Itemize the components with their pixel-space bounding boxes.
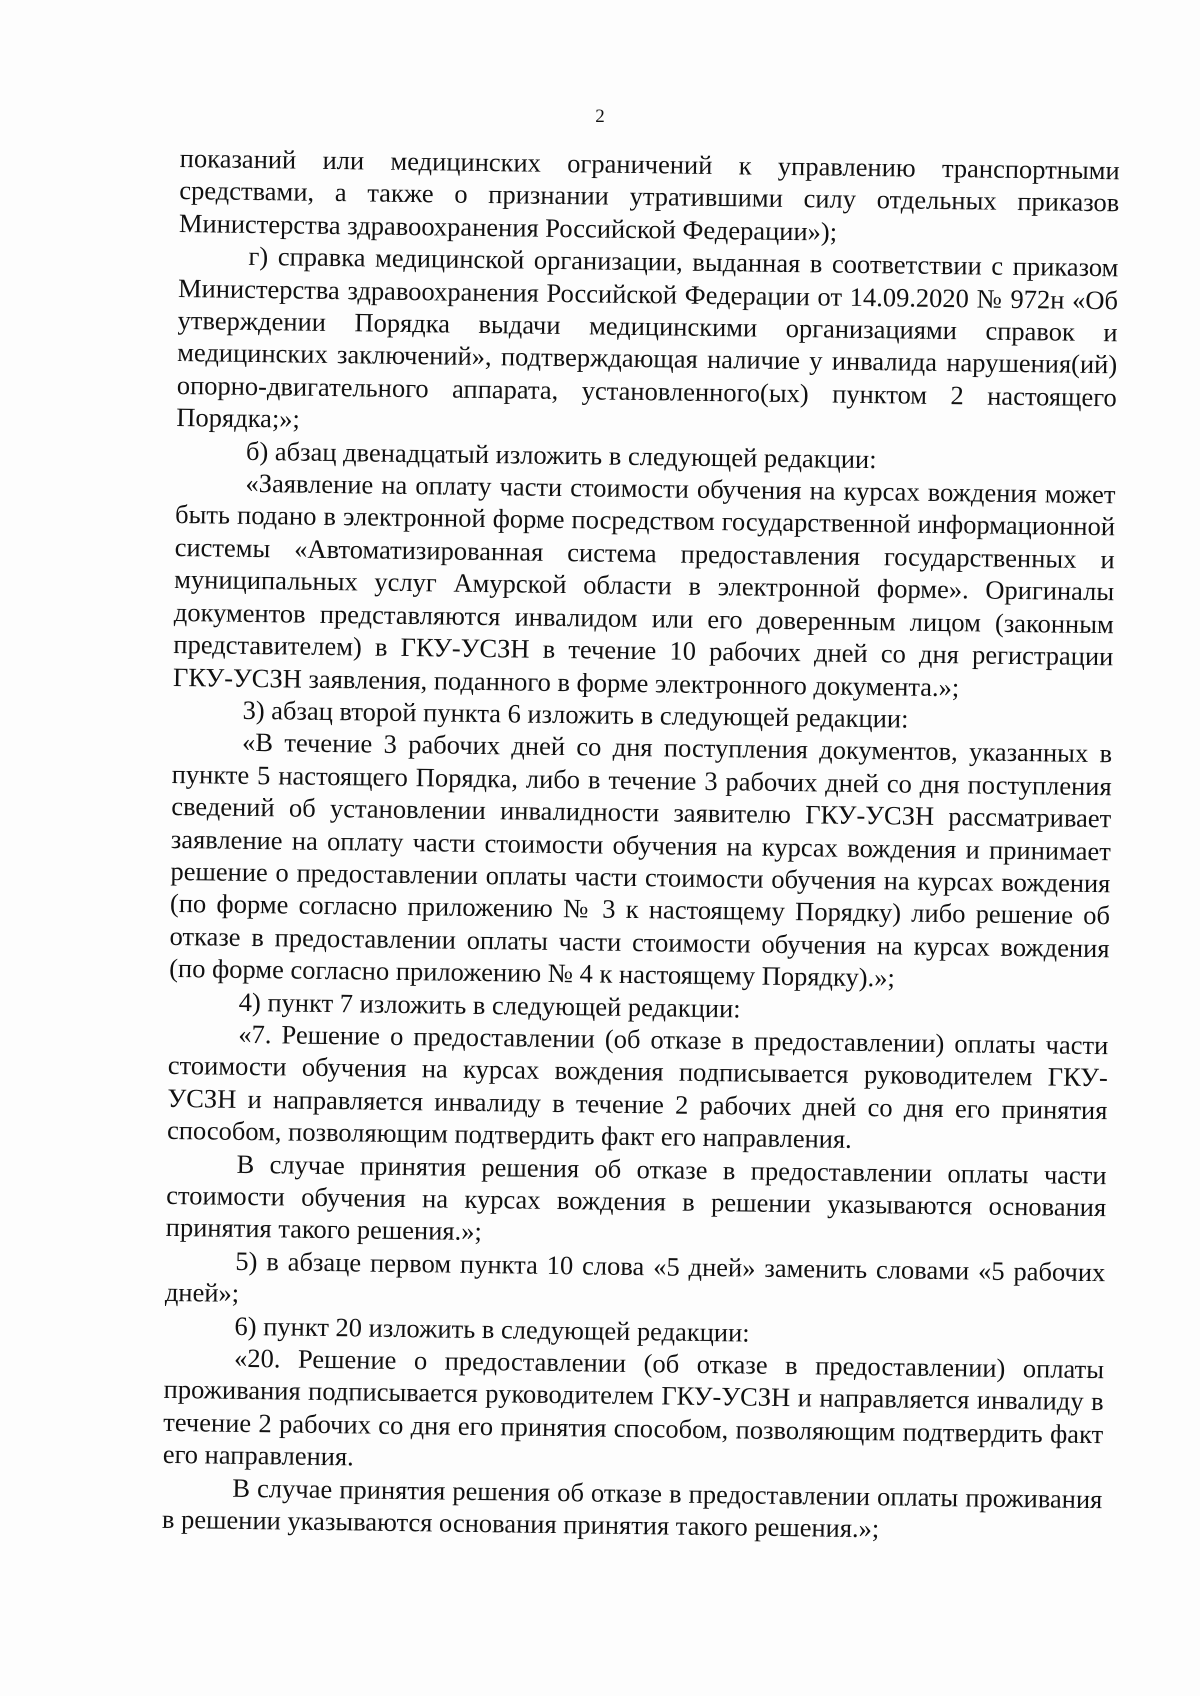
paragraph-refusal-grounds-accommodation: В случае принятия решения об отказе в предоставлении оплаты проживания в решении указываются основания принятия такого решения.»;: [161, 1472, 1103, 1544]
paragraph-item-4: 4) пункт 7 изложить в следующей редакции:: [238, 986, 741, 1023]
paragraph-quote-point-20: «20. Решение о предоставлении (об отказе в предоставлении) оплаты проживания подписывается руководителем ГКУ-УСЗН и направляется инвалиду в течение 2 рабочих со дня его принятия способом, позволяющим подтвердить факт его направления.: [162, 1342, 1105, 1472]
paragraph-continuation: показаний или медицинских ограничений к управлению транспортными средствами, а также о признании утратившими силу отдельных приказов Министерства здравоохранения Российской Федерации»);: [178, 142, 1120, 247]
document-body: [162, 142, 1120, 1548]
paragraph-refusal-grounds-training: В случае принятия решения об отказе в предоставлении оплаты части стоимости обучения на курсах вождения в решении указываются основания принятия такого решения.»;: [165, 1148, 1107, 1247]
paragraph-quote-point-7: «7. Решение о предоставлении (об отказе в предоставлении) оплаты части стоимости обучения на курсах вождения подписывается руководителем ГКУ-УСЗН и направляется инвалиду в течение 2 рабочих дней со дня его принятия способом, позволяющим подтвердить факт его направления.: [166, 1018, 1109, 1155]
paragraph-item-5: 5) в абзаце первом пункта 10 слова «5 дней» заменить словами «5 рабочих дней»;: [164, 1245, 1106, 1309]
paragraph-item-b: б) абзац двенадцатый изложить в следующей редакции:: [245, 435, 877, 474]
paragraph-quote-review: «В течение 3 рабочих дней со дня поступления документов, указанных в пункте 5 настоящего Порядка, либо в течение 3 рабочих дней со дня поступления сведений об установлении инвалидности заявителю ГКУ-УСЗН рассматривает заявление на оплату части стоимости обучения на курсах вождения и принимает решение о предоставлении оплаты части стоимости обучения на курсах вождения (по форме согласно приложению № 3 к настоящему Порядку) либо решение об отказе в предоставлении оплаты части стоимости обучения на курсах вождения (по форме согласно приложению № 4 к настоящему Порядку).»;: [168, 727, 1113, 993]
page-number: 2: [595, 106, 605, 127]
paragraph-item-3: 3) абзац второй пункта 6 изложить в следующей редакции:: [242, 694, 909, 734]
paragraph-item-6: 6) пункт 20 изложить в следующей редакции:: [234, 1310, 750, 1348]
paragraph-quote-application: «Заявление на оплату части стоимости обучения на курсах вождения может быть подано в электронной форме посредством государственной информационной системы «Автоматизированная система предоставления государственных и муниципальных услуг Амурской области в электронной форме». Оригиналы документов представляются инвалидом или его доверенным лицом (законным представителем) в ГКУ-УСЗН в течение 10 рабочих дней со дня регистрации ГКУ-УСЗН заявления, поданного в форме электронного документа.»;: [172, 467, 1116, 702]
paragraph-item-g: г) справка медицинской организации, выданная в соответствии с приказом Министерства здравоохранения Российской Федерации от 14.09.2020 № 972н «Об утверждении Порядка выдачи медицинскими организациями справок и медицинских заключений», подтверждающая наличие у инвалида нарушения(ий) опорно-двигательного аппарата, установленного(ых) пунктом 2 настоящего Порядка;»;: [176, 241, 1119, 434]
